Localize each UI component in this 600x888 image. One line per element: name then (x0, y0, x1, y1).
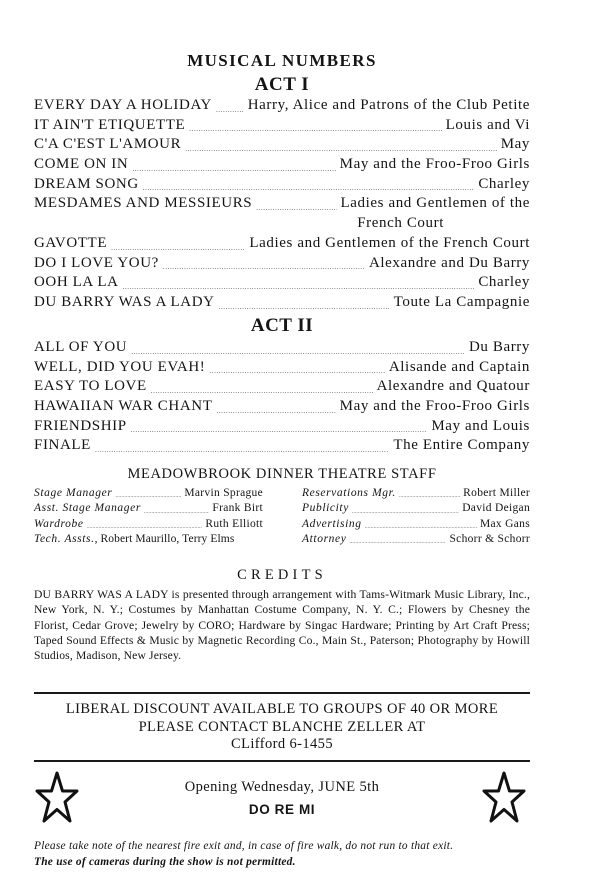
performers: Toute La Campagnie (393, 293, 530, 310)
performers: Louis and Vi (445, 116, 530, 133)
dot-leader (131, 424, 428, 436)
staff-role: Attorney (302, 532, 347, 545)
song-title: WELL, DID YOU EVAH! (34, 358, 206, 375)
staff-role: Publicity (302, 502, 349, 515)
dot-leader (189, 123, 441, 135)
dot-leader (87, 522, 203, 532)
song-title: COME ON IN (34, 156, 129, 173)
musical-number-row (34, 293, 530, 313)
song-title: C'A C'EST L'AMOUR (34, 136, 182, 153)
staff-column-right (302, 486, 530, 547)
performers: Ladies and Gentlemen of the (340, 195, 530, 212)
staff-name: Schorr & Schorr (449, 532, 530, 545)
dot-leader (131, 346, 465, 358)
dot-leader (399, 491, 460, 501)
fire-exit-notice: Please take note of the nearest fire exit and, in case of fire walk, do not run to that exit. (34, 840, 454, 852)
song-title: ALL OF YOU (34, 339, 128, 355)
camera-notice: The use of cameras during the show is not permitted. (34, 856, 296, 868)
song-title: IT AIN'T ETIQUETTE (34, 116, 186, 133)
staff-name: Frank Birt (212, 502, 263, 515)
performers: May and the Froo-Froo Girls (339, 156, 530, 173)
performers: May and Louis (431, 417, 530, 434)
staff-column-left (34, 486, 263, 547)
staff-role: Asst. Stage Manager (34, 502, 141, 515)
song-title: EVERY DAY A HOLIDAY (34, 97, 212, 113)
performers: Alisande and Captain (388, 358, 530, 375)
staff-role: Reservations Mgr. (302, 487, 396, 499)
staff-name: Max Gans (480, 517, 530, 530)
dot-leader (185, 143, 496, 155)
song-title: GAVOTTE (34, 234, 108, 251)
staff-row (34, 517, 263, 532)
dot-leader (352, 507, 459, 517)
dot-leader (216, 104, 244, 116)
staff-row (34, 532, 263, 547)
musical-number-row (34, 397, 530, 417)
musical-number-row (34, 234, 530, 254)
staff-role: Wardrobe (34, 517, 84, 530)
staff-row (302, 532, 530, 547)
dot-leader (219, 301, 390, 313)
divider (34, 760, 530, 762)
dot-leader (216, 405, 335, 417)
star-outline-shape (484, 773, 524, 821)
staff-name: Marvin Sprague (184, 487, 263, 499)
staff-name: , Robert Maurillo, Terry Elms (94, 532, 235, 545)
staff-name: Ruth Elliott (205, 517, 263, 530)
discount-contact-line: PLEASE CONTACT BLANCHE ZELLER AT (138, 718, 426, 735)
staff-role: Tech. Assts. (34, 532, 95, 545)
musical-number-row (34, 155, 530, 175)
musical-number-row (34, 338, 530, 358)
performers: The Entire Company (393, 437, 530, 454)
act-2-number-list (34, 338, 530, 456)
staff-role: Stage Manager (34, 487, 113, 499)
performers: Alexandre and Du Barry (368, 254, 530, 271)
staff-row (302, 517, 530, 532)
musical-number-row (34, 377, 530, 397)
group-discount-notice (34, 701, 530, 754)
dot-leader (209, 365, 384, 377)
performers: Ladies and Gentlemen of the French Court (249, 234, 530, 251)
act-heading: ACT I (254, 74, 310, 95)
song-title: FRIENDSHIP (34, 417, 127, 434)
musical-number-row (34, 194, 530, 214)
song-title: DREAM SONG (34, 175, 139, 192)
star-outline-icon (482, 770, 526, 824)
musical-number-row (34, 273, 530, 293)
dot-leader (95, 444, 389, 456)
staff-row (34, 501, 263, 516)
song-title: DO I LOVE YOU? (34, 254, 159, 271)
performers-continued: French Court (357, 215, 444, 232)
opening-announcement: Opening Wednesday, JUNE 5th (184, 779, 380, 795)
dot-leader (115, 491, 181, 501)
musical-number-row (34, 417, 530, 437)
discount-line: LIBERAL DISCOUNT AVAILABLE TO GROUPS OF 40 OR MORE (65, 701, 499, 717)
song-title: DU BARRY WAS A LADY (34, 293, 215, 310)
song-title: HAWAIIAN WAR CHANT (34, 398, 213, 415)
act-heading: ACT II (250, 315, 314, 336)
musical-number-row (34, 175, 530, 195)
staff-row (302, 501, 530, 516)
performers: May (500, 136, 530, 153)
divider (34, 692, 530, 694)
dot-leader (163, 261, 365, 273)
song-title: FINALE (34, 437, 91, 454)
staff-row (302, 486, 530, 501)
performers: Charley (478, 274, 530, 291)
dot-leader (123, 281, 475, 293)
musical-number-row (34, 135, 530, 155)
musical-number-row-continuation (34, 214, 530, 234)
staff-role: Advertising (302, 517, 362, 530)
discount-phone: CLifford 6-1455 (231, 736, 333, 752)
credits-body: DU BARRY WAS A LADY is presented through arrangement with Tams-Witmark Music Library, Inc., New York, N. Y.; Costumes by Manhattan Costume Company, N. Y. C.; Flowers by Chesney the Florist, Cedar Grove; Jewelry by CORO; Hardware by Singac Hardware; Printing by Art Craft Press; Taped Sound Effects & Music by Magnetic Recording Co., Main St., Paterson; Photography by Howill Studios, Madison, New Jersey. (34, 588, 530, 663)
musical-number-row (34, 254, 530, 274)
song-title: EASY TO LOVE (34, 378, 147, 395)
song-title: MESDAMES AND MESSIEURS (34, 195, 253, 212)
musical-number-row (34, 116, 530, 136)
staff-name: Robert Miller (463, 487, 530, 499)
song-title: OOH LA LA (34, 274, 119, 291)
musical-number-row (34, 436, 530, 456)
dot-leader (256, 202, 336, 214)
staff-list (34, 486, 530, 547)
next-show-title: DO RE MI (248, 802, 316, 817)
musical-number-row (34, 96, 530, 116)
staff-heading: MEADOWBROOK DINNER THEATRE STAFF (127, 466, 437, 482)
staff-row (34, 486, 263, 501)
dot-leader (349, 537, 446, 547)
dot-leader (365, 522, 477, 532)
dot-leader (151, 385, 373, 397)
performers: Harry, Alice and Patrons of the Club Petite (247, 97, 530, 113)
musical-number-row (34, 358, 530, 378)
staff-name: David Deigan (462, 502, 530, 515)
dot-leader (144, 507, 209, 517)
dot-leader (111, 242, 245, 254)
performers: Du Barry (468, 339, 530, 355)
performers: May and the Froo-Froo Girls (339, 398, 530, 415)
performers: Charley (478, 175, 530, 192)
safety-notice (34, 838, 530, 870)
performers: Alexandre and Quatour (376, 378, 530, 395)
act-1-number-list (34, 96, 530, 313)
dot-leader (143, 182, 475, 194)
musical-numbers-heading: MUSICAL NUMBERS (187, 51, 377, 70)
dot-leader (132, 163, 335, 175)
credits-heading: CREDITS (237, 567, 327, 583)
